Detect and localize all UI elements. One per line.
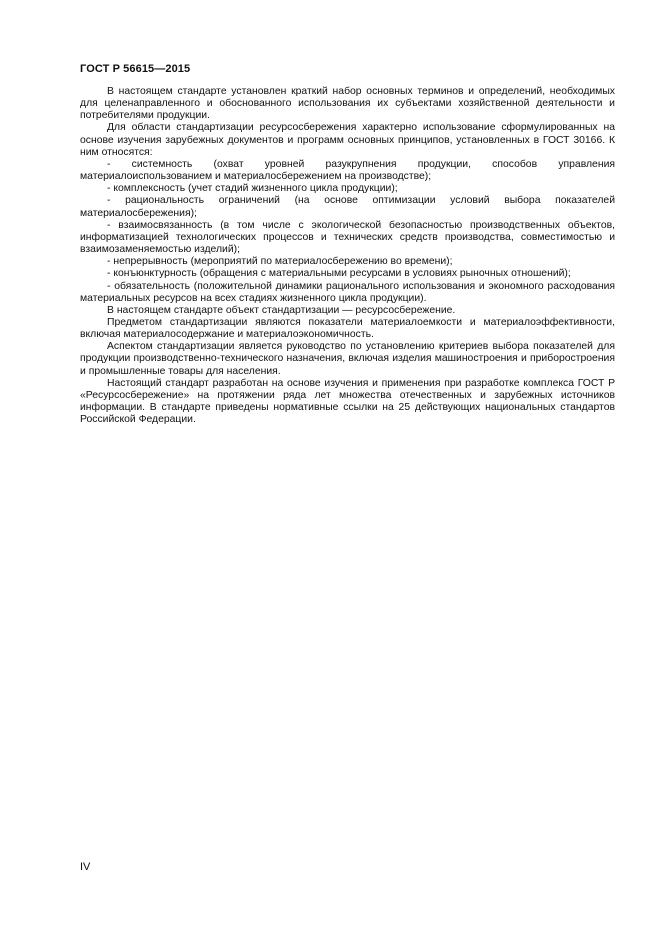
list-item: - комплексность (учет стадий жизненного цикла продукции);	[107, 183, 398, 195]
page-number: IV	[80, 861, 91, 873]
paragraph: Для области стандартизации ресурсосбережения характерно использование сформулированных на основе изучения зарубежных документов и программ основных принципов, установленных в ГОСТ 30166. К ним относятся:	[80, 122, 615, 158]
paragraph: Аспектом стандартизации является руководство по установлению критериев выбора показателей для продукции производственно-технического назначения, включая изделия машиностроения и приборостроения и промышленные товары для населения.	[80, 341, 615, 377]
document-number: ГОСТ Р 56615—2015	[80, 63, 191, 75]
paragraph: В настоящем стандарте установлен краткий набор основных терминов и определений, необходимых для целенаправленного и обоснованного использования их субъектами хозяйственной деятельности и потребителями продукции.	[80, 86, 615, 122]
list-item: - обязательность (положительной динамики рационального использования и экономного расходования материальных ресурсов на всех стадиях жизненного цикла продукции).	[80, 280, 615, 304]
list-item: - непрерывность (мероприятий по материалосбережению во времени);	[107, 256, 453, 268]
document-body	[80, 86, 615, 426]
list-item: - взаимосвязанность (в том числе с экологической безопасностью производственных объектов, информатизацией технологических процессов и технических средств производства, совместимостью и взаимозаменяемостью изделий);	[80, 219, 615, 256]
paragraph: Предметом стандартизации являются показатели материалоемкости и материалоэффективности, включая материалосодержание и материалоэкономичность.	[80, 316, 615, 341]
list-item: - рациональность ограничений (на основе оптимизации условий выбора показателей материалосбережения);	[80, 195, 615, 219]
list-item: - конъюнктурность (обращения с материальными ресурсами в условиях рыночных отношений);	[107, 268, 571, 280]
paragraph: В настоящем стандарте объект стандартизации — ресурсосбережение.	[107, 304, 456, 316]
list-item: - системность (охват уровней разукрупнения продукции, способов управления материалоиспользованием и материалосбережением на производстве);	[80, 158, 615, 183]
paragraph: Настоящий стандарт разработан на основе изучения и применения при разработке комплекса ГОСТ Р «Ресурсосбережение» на протяжении ряда лет множества отечественных и зарубежных источников информации. В стандарте приведены нормативные ссылки на 25 действующих национальных стандартов Российской Федерации.	[80, 377, 615, 426]
